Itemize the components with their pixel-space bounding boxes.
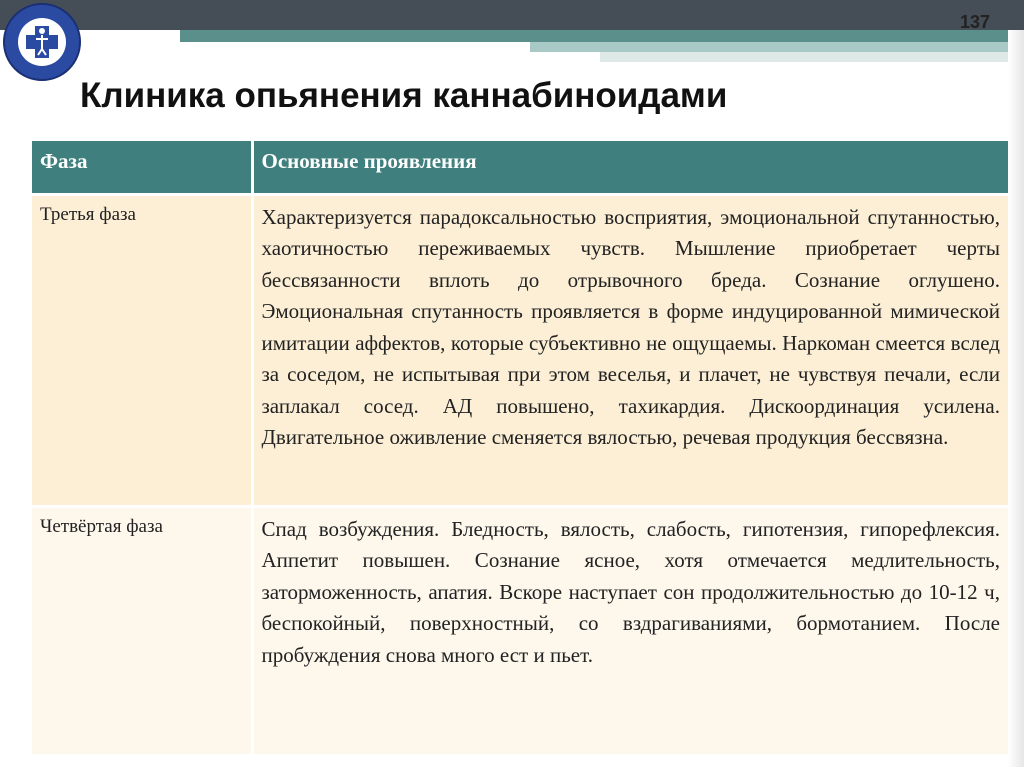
- column-header-phase: Фаза: [32, 141, 252, 194]
- table-row: [32, 506, 1008, 754]
- phases-table: [32, 141, 1008, 754]
- page-title: Клиника опьянения каннабиноидами: [80, 76, 728, 115]
- decor-stripe: [180, 30, 1024, 42]
- phase-cell: Третья фаза: [32, 194, 252, 506]
- decor-stripe: [530, 42, 1024, 52]
- description-cell: Спад возбуждения. Бледность, вялость, слабость, гипотензия, гипорефлексия. Аппетит повышен. Сознание ясное, хотя отмечается медлительность, заторможенность, апатия. Вскоре наступает сон продолжительностью до 10-12 ч, беспокойный, поверхностный, со вздрагиваниями, бормотанием. После пробуждения снова много ест и пьет.: [252, 506, 1008, 754]
- phase-cell: Четвёртая фаза: [32, 506, 252, 754]
- page-edge-shadow: [1008, 30, 1024, 767]
- top-bar: [0, 0, 1024, 30]
- table-header-row: [32, 141, 1008, 194]
- description-cell: Характеризуется парадоксальностью восприятия, эмоциональной спутанностью, хаотичностью переживаемых чувств. Мышление приобретает черты бессвязанности вплоть до отрывочного бреда. Сознание оглушено. Эмоциональная спутанность проявляется в форме индуцированной мимической имитации аффектов, которые субъективно не ощущаемы. Наркоман смеется вслед за соседом, не испытывая при этом веселья, и плачет, не чувствуя печали, если заплакал сосед. АД повышено, тахикардия. Дискоординация усилена. Двигательное оживление сменяется вялостью, речевая продукция бессвязна.: [252, 194, 1008, 506]
- column-header-manifestations: Основные проявления: [252, 141, 1008, 194]
- slide-number: 137: [959, 12, 990, 32]
- table-row: [32, 194, 1008, 506]
- medical-cross-logo-icon: [3, 3, 81, 81]
- decor-stripe: [600, 52, 1024, 62]
